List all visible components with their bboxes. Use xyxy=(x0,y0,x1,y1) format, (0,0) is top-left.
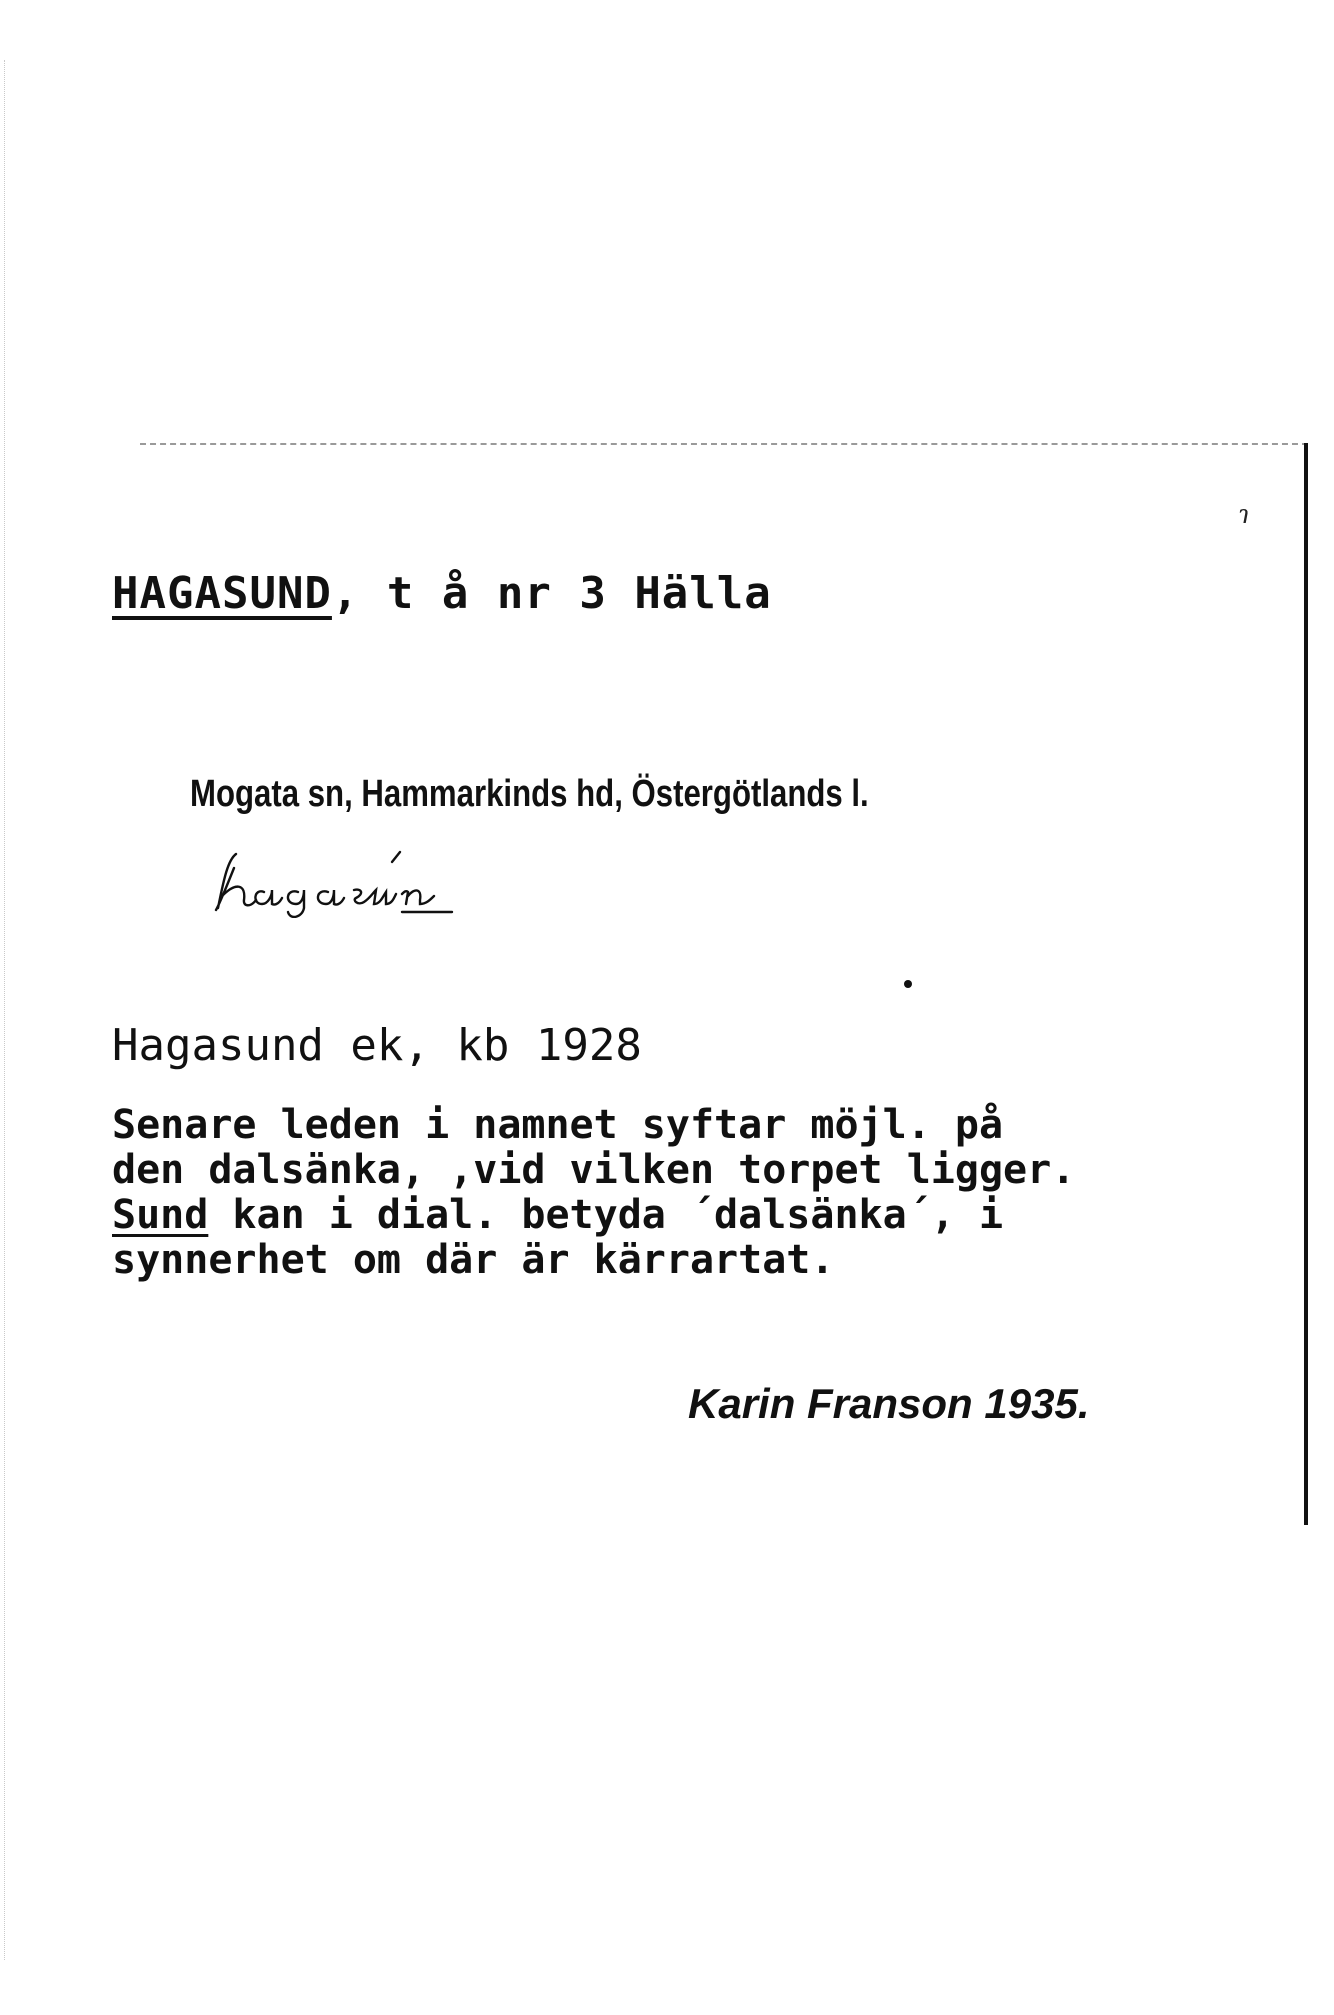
comment-line-2: den dalsänka, ,vid vilken torpet ligger. xyxy=(112,1147,1076,1193)
card-top-border xyxy=(140,443,1308,445)
parish-line: Mogata sn, Hammarkinds hd, Östergötlands l. xyxy=(190,773,869,815)
place-name: HAGASUND xyxy=(112,568,332,619)
card-right-border xyxy=(1304,443,1308,1525)
comment-line-3 xyxy=(112,1193,1075,1238)
ink-dot xyxy=(904,980,912,988)
handwritten-pronunciation xyxy=(206,848,466,918)
comment-block xyxy=(112,1103,1075,1283)
place-heading xyxy=(112,568,772,619)
scan-edge xyxy=(4,60,5,1960)
signature: Karin Franson 1935. xyxy=(688,1380,1090,1427)
comment-line-4: synnerhet om där är kärrartat. xyxy=(112,1237,835,1283)
comment-line-3-rest: kan i dial. betyda ´dalsänka´, i xyxy=(208,1192,1004,1238)
comment-underlined-word: Sund xyxy=(112,1192,209,1238)
comment-line-1: Senare leden i namnet syftar möjl. på xyxy=(112,1102,1004,1148)
corner-mark: ɿ xyxy=(1238,500,1250,530)
record-line: Hagasund ek, kb 1928 xyxy=(112,1020,642,1071)
place-classification: , t å nr 3 Hälla xyxy=(331,568,772,619)
